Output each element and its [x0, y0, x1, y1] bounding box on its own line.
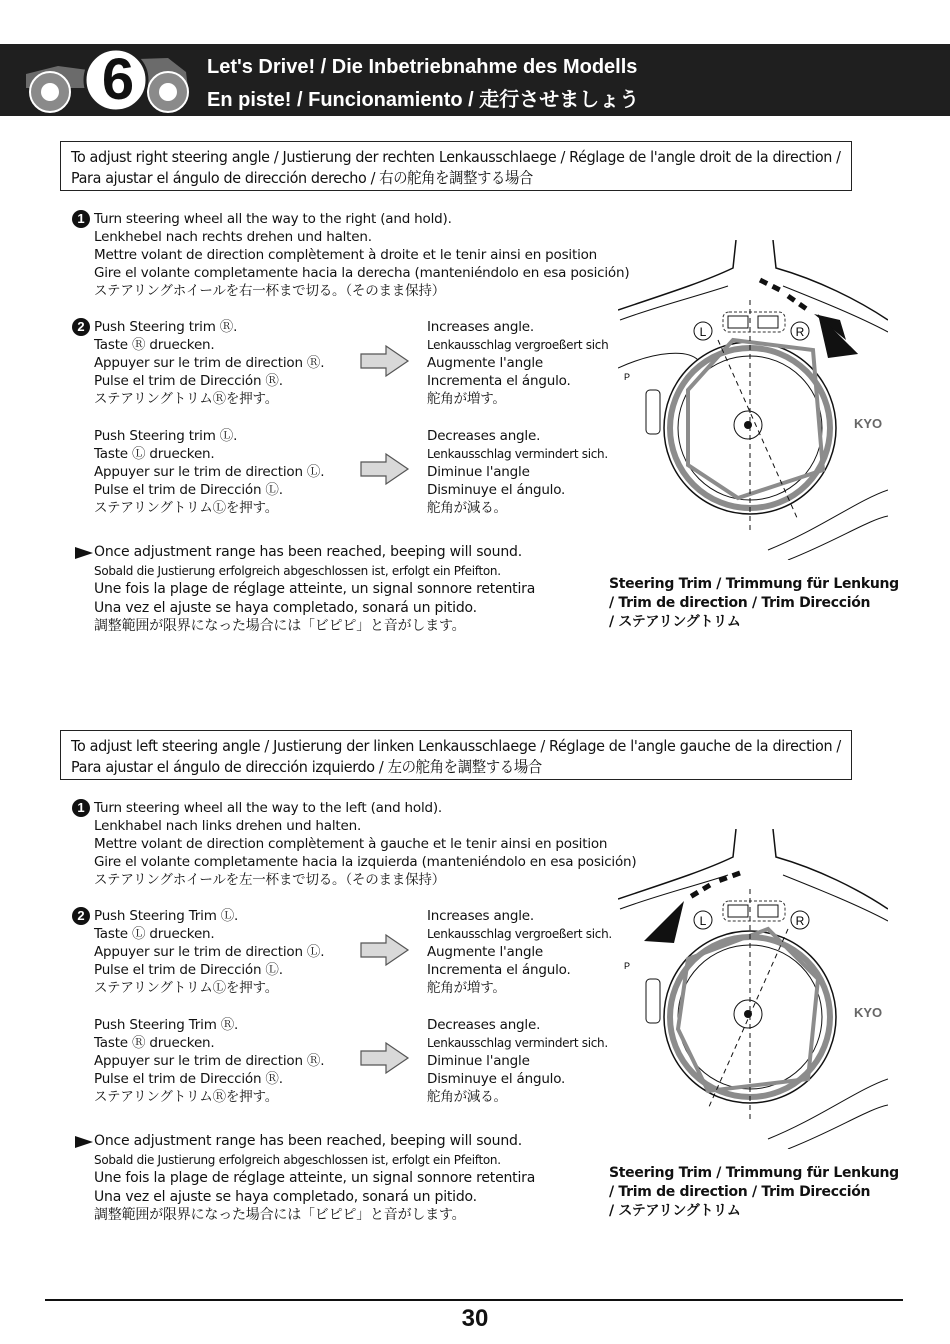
brand-logo: KYO: [854, 416, 883, 431]
result-line: 舵角が増す。: [427, 391, 506, 407]
result-line: Diminue l'angle: [427, 1053, 530, 1069]
result-line: Diminue l'angle: [427, 464, 530, 480]
result-line: Increases angle.: [427, 319, 535, 335]
diagram-caption: [609, 1164, 899, 1221]
beep-line: Une fois la plage de réglage atteinte, un signal sonnore retentira: [94, 1170, 536, 1186]
pointer-triangle-icon: [74, 546, 94, 560]
trim-l-label: L: [699, 325, 707, 339]
footer-rule: [45, 1299, 903, 1301]
beep-line: Once adjustment range has been reached, beeping will sound.: [94, 1133, 522, 1149]
step2-group-b-right: [427, 1016, 608, 1106]
beep-line: Sobald die Justierung erfolgreich abgeschlossen ist, erfolgt ein Pfeifton.: [94, 1152, 501, 1167]
result-line: Decreases angle.: [427, 1017, 541, 1033]
step1-line: Turn steering wheel all the way to the left (and hold).: [94, 800, 443, 816]
result-line: Increases angle.: [427, 908, 535, 924]
result-line: Decreases angle.: [427, 428, 541, 444]
beep-line: Una vez el ajuste se haya completado, sonará un pitido.: [94, 599, 477, 616]
caption-line: / ステアリングトリム: [609, 1203, 741, 1219]
instruction-line: ステアリングトリムⓇを押す。: [94, 1089, 279, 1105]
result-line: Incrementa el ángulo.: [427, 373, 571, 389]
step2-badge: 2: [72, 318, 90, 336]
step2-group-b-left: [94, 1016, 324, 1106]
instruction-line: ステアリングトリムⓇを押す。: [94, 391, 279, 407]
instruction-line: Taste Ⓛ druecken.: [94, 446, 215, 462]
step1-line: Mettre volant de direction complètement à gauche et le tenir ainsi en position: [94, 836, 608, 852]
step2-group-a-right: [427, 907, 612, 997]
instruction-line: Taste Ⓡ druecken.: [94, 1035, 215, 1051]
instruction-line: Push Steering trim Ⓡ.: [94, 319, 238, 335]
diagram-caption: [609, 575, 899, 632]
step2-group-a-right: [427, 318, 608, 408]
instruction-line: Appuyer sur le trim de direction Ⓡ.: [94, 1053, 325, 1069]
right-arrow-icon: [360, 933, 410, 967]
right-arrow-icon: [360, 1041, 410, 1075]
steering-trim-diagram: [618, 829, 888, 1149]
caption-line: Steering Trim / Trimmung für Lenkung: [609, 1165, 899, 1181]
instruction-line: Appuyer sur le trim de direction Ⓛ.: [94, 464, 325, 480]
trim-r-label: R: [795, 914, 805, 928]
step2-group-b-right: [427, 427, 608, 517]
instruction-line: Appuyer sur le trim de direction Ⓛ.: [94, 944, 325, 960]
step-number: 6: [101, 47, 135, 112]
result-line: Incrementa el ángulo.: [427, 962, 571, 978]
step1-badge: 1: [72, 210, 90, 228]
result-line: 舵角が増す。: [427, 980, 506, 996]
result-line: Lenkausschlag vergroeßert sich: [427, 338, 609, 352]
step1-line: Mettre volant de direction complètement à droite et le tenir ainsi en position: [94, 247, 598, 263]
instruction-line: ステアリングトリムⓁを押す。: [94, 980, 279, 996]
beep-line: Une fois la plage de réglage atteinte, un signal sonnore retentira: [94, 581, 536, 597]
right-arrow-icon: [360, 452, 410, 486]
brand-logo: KYO: [854, 1005, 883, 1020]
step1-line: Turn steering wheel all the way to the right (and hold).: [94, 211, 452, 227]
step2-group-a-left: [94, 318, 324, 408]
instruction-line: Pulse el trim de Dirección Ⓡ.: [94, 373, 283, 389]
instruction-line: Pulse el trim de Dirección Ⓡ.: [94, 1071, 283, 1087]
result-line: Augmente l'angle: [427, 944, 543, 960]
step1-line: Gire el volante completamente hacia la izquierda (manteniéndolo en esa posición): [94, 854, 637, 870]
pointer-triangle-icon: [74, 1135, 94, 1149]
result-line: Disminuye el ángulo.: [427, 1071, 566, 1087]
page-number: 30: [461, 1305, 489, 1332]
section-heading-left: [60, 730, 852, 780]
section-heading-line1: To adjust left steering angle / Justierung der linken Lenkausschlaege / Réglage de l'angle gauche de la direction /: [71, 737, 841, 755]
instruction-line: Push Steering trim Ⓛ.: [94, 428, 238, 444]
header-title-line2: En piste! / Funcionamiento / 走行させましょう: [207, 89, 640, 111]
result-line: 舵角が減る。: [427, 1089, 507, 1105]
instruction-line: Taste Ⓡ druecken.: [94, 337, 215, 353]
instruction-line: Push Steering Trim Ⓡ.: [94, 1017, 239, 1033]
right-arrow-icon: [360, 344, 410, 378]
result-line: Lenkausschlag vermindert sich.: [427, 447, 608, 461]
p-label: P: [624, 961, 631, 971]
p-label: P: [624, 372, 631, 382]
beep-note: [94, 1132, 535, 1225]
instruction-line: ステアリングトリムⓁを押す。: [94, 500, 279, 516]
steering-trim-diagram: [618, 240, 888, 560]
beep-line: 調整範囲が限界になった場合には「ビピピ」と音がします。: [94, 618, 466, 634]
header-title-line1: Let's Drive! / Die Inbetriebnahme des Modells: [207, 56, 638, 78]
step1-line: Lenkhabel nach links drehen und halten.: [94, 818, 362, 834]
caption-line: / Trim de direction / Trim Dirección: [609, 1184, 871, 1200]
step1-line: Gire el volante completamente hacia la derecha (manteniéndolo en esa posición): [94, 265, 630, 281]
section-heading-line1: To adjust right steering angle / Justierung der rechten Lenkausschlaege / Réglage de l'angle droit de la direction /: [71, 148, 841, 166]
step1-text: [94, 210, 629, 300]
result-line: Augmente l'angle: [427, 355, 543, 371]
step1-badge: 1: [72, 799, 90, 817]
step1-line: ステアリングホイールを右一杯まで切る。（そのまま保持）: [94, 283, 445, 299]
section-heading-right: [60, 141, 852, 191]
result-line: 舵角が減る。: [427, 500, 507, 516]
trim-r-label: R: [795, 325, 805, 339]
beep-line: 調整範囲が限界になった場合には「ビピピ」と音がします。: [94, 1207, 466, 1223]
result-line: Disminuye el ángulo.: [427, 482, 566, 498]
trim-l-label: L: [699, 914, 707, 928]
beep-line: Once adjustment range has been reached, beeping will sound.: [94, 544, 522, 560]
caption-line: / ステアリングトリム: [609, 614, 741, 630]
result-line: Lenkausschlag vergroeßert sich.: [427, 927, 612, 941]
beep-line: Una vez el ajuste se haya completado, sonará un pitido.: [94, 1188, 477, 1205]
caption-line: Steering Trim / Trimmung für Lenkung: [609, 576, 899, 592]
step2-group-a-left: [94, 907, 324, 997]
beep-note: [94, 543, 535, 636]
instruction-line: Push Steering Trim Ⓛ.: [94, 908, 239, 924]
caption-line: / Trim de direction / Trim Dirección: [609, 595, 871, 611]
step1-line: ステアリングホイールを左一杯まで切る。（そのまま保持）: [94, 872, 445, 888]
step1-text: [94, 799, 636, 889]
beep-line: Sobald die Justierung erfolgreich abgeschlossen ist, erfolgt ein Pfeifton.: [94, 563, 501, 578]
step2-badge: 2: [72, 907, 90, 925]
step1-line: Lenkhebel nach rechts drehen und halten.: [94, 229, 372, 245]
instruction-line: Taste Ⓛ druecken.: [94, 926, 215, 942]
step2-group-b-left: [94, 427, 324, 517]
instruction-line: Appuyer sur le trim de direction Ⓡ.: [94, 355, 325, 371]
section-heading-line2: Para ajustar el ángulo de dirección izquierdo / 左の舵角を調整する場合: [71, 758, 542, 776]
result-line: Lenkausschlag vermindert sich.: [427, 1036, 608, 1050]
instruction-line: Pulse el trim de Dirección Ⓛ.: [94, 482, 283, 498]
instruction-line: Pulse el trim de Dirección Ⓛ.: [94, 962, 283, 978]
section-heading-line2: Para ajustar el ángulo de dirección derecho / 右の舵角を調整する場合: [71, 169, 533, 187]
header-banner: [0, 44, 950, 116]
